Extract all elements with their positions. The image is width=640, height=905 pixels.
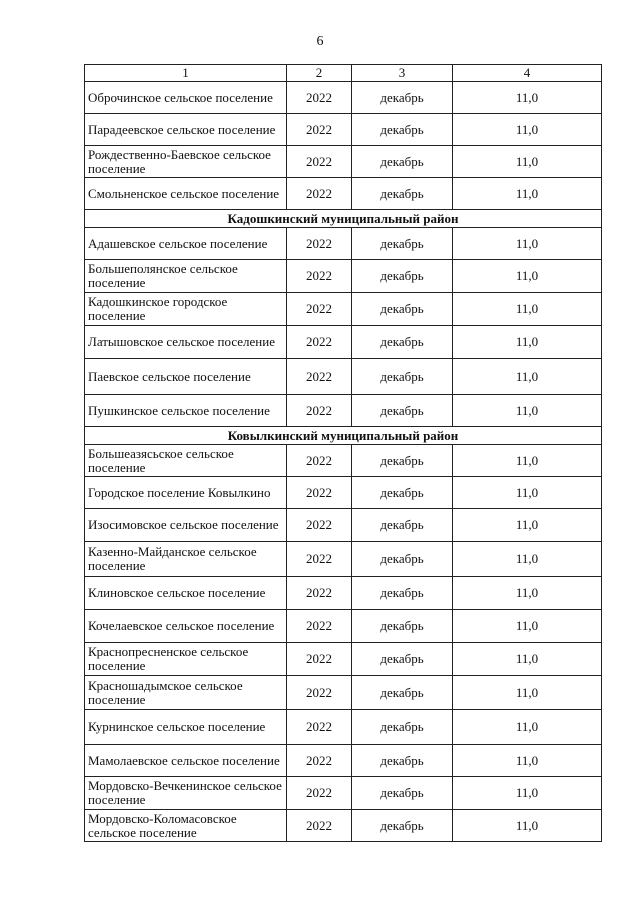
settlement-name-cell: Мамолаевское сельское поселение [85,745,287,777]
month-cell: декабрь [352,710,453,745]
data-table [84,64,602,842]
year-cell: 2022 [287,710,352,745]
year-cell: 2022 [287,82,352,114]
month-cell: декабрь [352,395,453,427]
settlement-name-cell: Курнинское сельское поселение [85,710,287,745]
month-cell: декабрь [352,745,453,777]
table-row [85,82,602,114]
value-cell: 11,0 [453,577,602,610]
value-cell: 11,0 [453,146,602,178]
year-cell: 2022 [287,643,352,676]
settlement-name-cell: Смольненское сельское поселение [85,178,287,210]
table-row [85,610,602,643]
value-cell: 11,0 [453,810,602,842]
year-cell: 2022 [287,542,352,577]
table-row [85,228,602,260]
year-cell: 2022 [287,810,352,842]
table-row [85,676,602,710]
settlement-name-cell: Кочелаевское сельское поселение [85,610,287,643]
table-row [85,114,602,146]
table-row [85,509,602,542]
year-cell: 2022 [287,676,352,710]
year-cell: 2022 [287,395,352,427]
column-header-4: 4 [453,65,602,82]
month-cell: декабрь [352,228,453,260]
section-title: Кадошкинский муниципальный район [85,210,602,228]
year-cell: 2022 [287,359,352,395]
table-row [85,777,602,810]
year-cell: 2022 [287,228,352,260]
settlement-name-cell: Пушкинское сельское поселение [85,395,287,427]
settlement-name-cell: Изосимовское сельское поселение [85,509,287,542]
value-cell: 11,0 [453,326,602,359]
table-row [85,745,602,777]
year-cell: 2022 [287,745,352,777]
settlement-name-cell: Мордовско-Коломасовское сельское поселение [85,810,287,842]
settlement-name-cell: Краснопресненское сельское поселение [85,643,287,676]
header-row [85,65,602,82]
table-row [85,477,602,509]
table-row [85,178,602,210]
month-cell: декабрь [352,509,453,542]
month-cell: декабрь [352,477,453,509]
settlement-name-cell: Оброчинское сельское поселение [85,82,287,114]
year-cell: 2022 [287,509,352,542]
month-cell: декабрь [352,359,453,395]
settlement-name-cell: Парадеевское сельское поселение [85,114,287,146]
settlement-name-cell: Большеазясьское сельское поселение [85,445,287,477]
value-cell: 11,0 [453,114,602,146]
month-cell: декабрь [352,293,453,326]
month-cell: декабрь [352,260,453,293]
table-row [85,395,602,427]
value-cell: 11,0 [453,82,602,114]
value-cell: 11,0 [453,676,602,710]
month-cell: декабрь [352,610,453,643]
year-cell: 2022 [287,445,352,477]
settlement-name-cell: Рождественно-Баевское сельское поселение [85,146,287,178]
table-row [85,542,602,577]
month-cell: декабрь [352,445,453,477]
value-cell: 11,0 [453,178,602,210]
month-cell: декабрь [352,146,453,178]
section-title: Ковылкинский муниципальный район [85,427,602,445]
value-cell: 11,0 [453,542,602,577]
settlement-name-cell: Кадошкинское городское поселение [85,293,287,326]
value-cell: 11,0 [453,509,602,542]
value-cell: 11,0 [453,643,602,676]
month-cell: декабрь [352,82,453,114]
value-cell: 11,0 [453,745,602,777]
month-cell: декабрь [352,577,453,610]
month-cell: декабрь [352,326,453,359]
month-cell: декабрь [352,777,453,810]
value-cell: 11,0 [453,260,602,293]
table-row [85,577,602,610]
table-row [85,293,602,326]
settlement-name-cell: Латышовское сельское поселение [85,326,287,359]
value-cell: 11,0 [453,477,602,509]
settlement-name-cell: Мордовско-Вечкенинское сельское поселение [85,777,287,810]
table-row [85,445,602,477]
section-header-row [85,427,602,445]
table-row [85,810,602,842]
value-cell: 11,0 [453,610,602,643]
month-cell: декабрь [352,178,453,210]
month-cell: декабрь [352,810,453,842]
table-row [85,146,602,178]
year-cell: 2022 [287,114,352,146]
value-cell: 11,0 [453,395,602,427]
year-cell: 2022 [287,178,352,210]
month-cell: декабрь [352,643,453,676]
table-row [85,643,602,676]
table-row [85,260,602,293]
value-cell: 11,0 [453,710,602,745]
column-header-3: 3 [352,65,453,82]
value-cell: 11,0 [453,777,602,810]
year-cell: 2022 [287,326,352,359]
section-header-row [85,210,602,228]
table-row [85,326,602,359]
settlement-name-cell: Большеполянское сельское поселение [85,260,287,293]
settlement-name-cell: Красношадымское сельское поселение [85,676,287,710]
settlement-name-cell: Паевское сельское поселение [85,359,287,395]
settlement-name-cell: Казенно-Майданское сельское поселение [85,542,287,577]
page-number: 6 [316,34,324,49]
year-cell: 2022 [287,477,352,509]
month-cell: декабрь [352,676,453,710]
month-cell: декабрь [352,542,453,577]
settlement-name-cell: Клиновское сельское поселение [85,577,287,610]
year-cell: 2022 [287,260,352,293]
year-cell: 2022 [287,293,352,326]
table-body [85,82,602,842]
value-cell: 11,0 [453,445,602,477]
value-cell: 11,0 [453,293,602,326]
month-cell: декабрь [352,114,453,146]
year-cell: 2022 [287,146,352,178]
year-cell: 2022 [287,777,352,810]
year-cell: 2022 [287,577,352,610]
year-cell: 2022 [287,610,352,643]
settlement-name-cell: Адашевское сельское поселение [85,228,287,260]
settlement-name-cell: Городское поселение Ковылкино [85,477,287,509]
value-cell: 11,0 [453,359,602,395]
column-header-1: 1 [85,65,287,82]
column-header-2: 2 [287,65,352,82]
value-cell: 11,0 [453,228,602,260]
table-row [85,359,602,395]
table-row [85,710,602,745]
